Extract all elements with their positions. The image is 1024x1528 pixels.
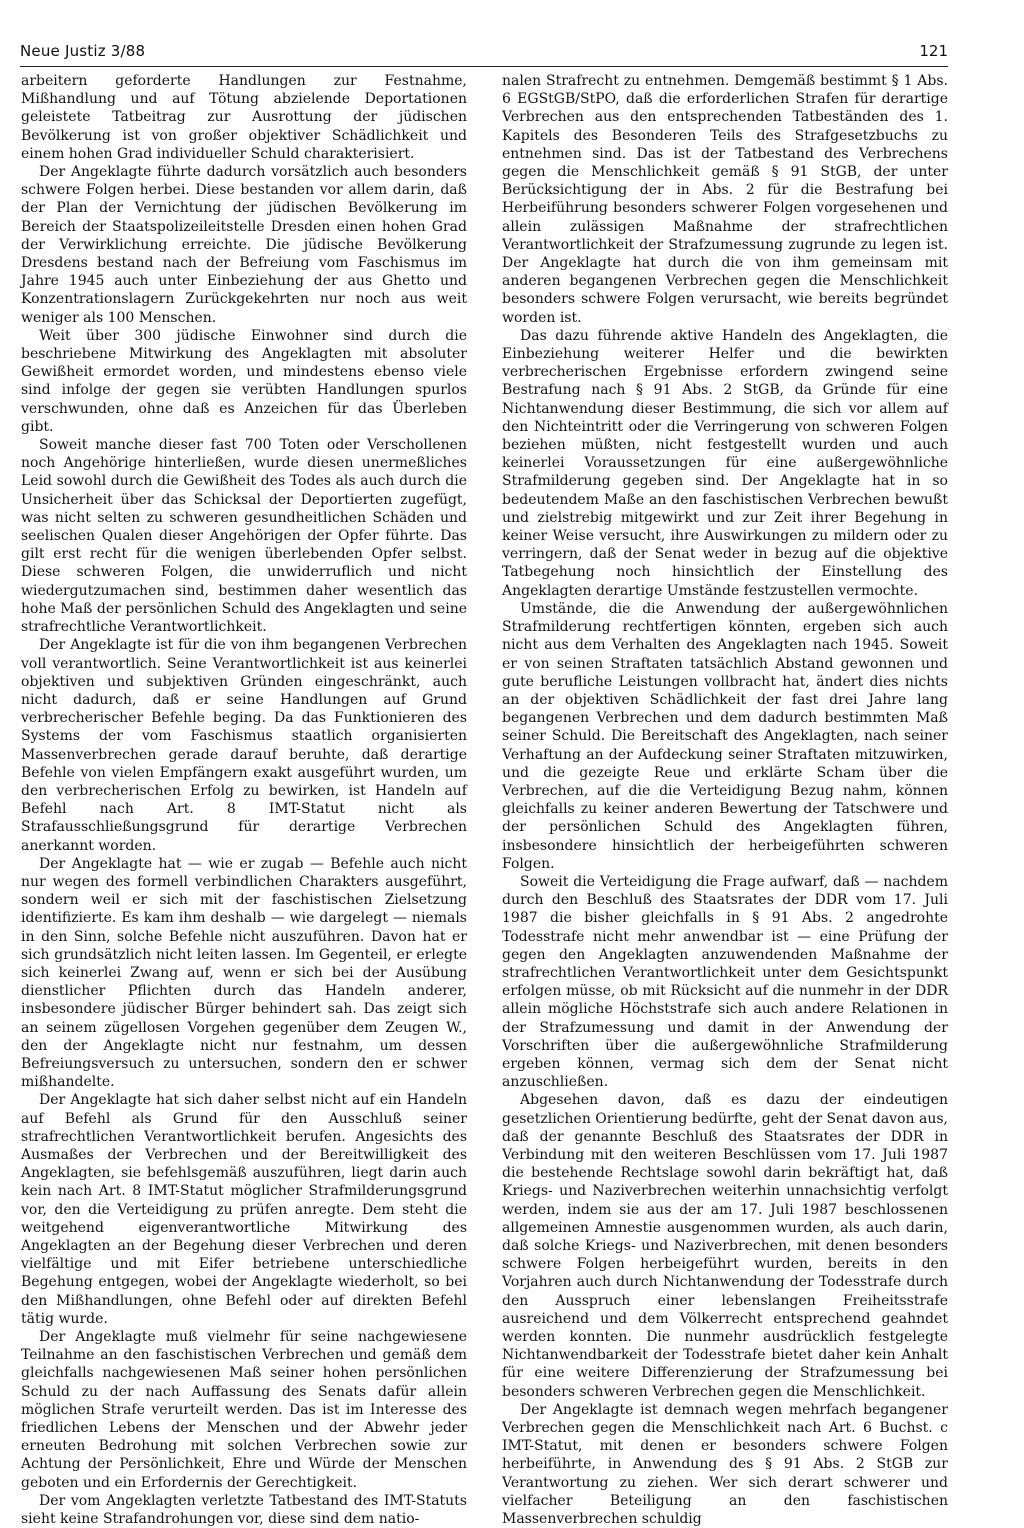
journal-issue-label: Neue Justiz 3/88 xyxy=(20,42,146,60)
paragraph: Das dazu führende aktive Handeln des Angeklagten, die Einbeziehung weiterer Helfer und die bewirkten verbrecherischen Ergebnisse erfordern zwingend seine Bestrafung nach § 91 Abs. 2 StGB, da Gründe für eine Nichtanwendung dieser Bestimmung, die sich vor allem auf den Nichteintritt oder die Verringerung von schweren Folgen beziehen müßten, nicht festgestellt wurden und auch keinerlei Voraussetzungen für eine außergewöhnliche Strafmilderung gegeben sind. Der Angeklagte hat in so bedeutendem Maße an den faschistischen Verbrechen bewußt und zielstrebig mitgewirkt und zur Zeit ihrer Begehung in keiner Weise versucht, ihre Auswirkungen zu mildern oder zu verringern, daß der Senat weder in bezug auf die objektive Tatbegehung noch hinsichtlich der Einstellung des Angeklagten derartige Umstände festzustellen vermochte. xyxy=(502,327,948,599)
paragraph: Der Angeklagte führte dadurch vorsätzlich auch besonders schwere Folgen herbei. Diese bestanden vor allem darin, daß der Plan der Vernichtung der jüdischen Bevölkerung im Bereich der Staatspolizeileitstelle Dresden einen hohen Grad der Verwirklichung erreichte. Die jüdische Bevölkerung Dresdens bestand nach der Befreiung vom Faschismus im Jahre 1945 auch unter Einbeziehung der aus Ghetto und Konzentrationslagern Zurückgekehrten nur noch aus weit weniger als 100 Menschen. xyxy=(21,164,467,326)
paragraph: nalen Strafrecht zu entnehmen. Demgemäß bestimmt § 1 Abs. 6 EGStGB/StPO, daß die erforderlichen Strafen für derartige Verbrechen aus den entsprechenden Tatbeständen des 1. Kapitels des Besonderen Teils des Strafgesetzbuchs zu entnehmen sind. Das ist der Tatbestand des Verbrechens gegen die Menschlichkeit gemäß § 91 StGB, der unter Berücksichtigung der in Abs. 2 für die Bestrafung bei Herbeiführung besonders schwerer Folgen vorgesehenen und allein zulässigen Maßnahme der strafrechtlichen Verantwortlichkeit der Strafzumessung zugrunde zu legen ist. Der Angeklagte hat durch die von ihm gemeinsam mit anderen begangenen Verbrechen gegen die Menschlichkeit besonders schwere Folgen verursacht, wie bereits begründet worden ist. xyxy=(502,73,948,326)
page-header xyxy=(20,40,948,67)
paragraph: Umstände, die die Anwendung der außergewöhnlichen Strafmilderung rechtfertigen könnten, ergeben sich auch nicht aus dem Verhalten des Angeklagten nach 1945. Soweit er von seinen Straftaten tatsächlich Abstand gewonnen und gute berufliche Leistungen vollbracht hat, ändert dies nichts an der objektiven Schädlichkeit der fast drei Jahre lang begangenen Verbrechen und dem dadurch bestimmten Maß seiner Schuld. Die Bereitschaft des Angeklagten, nach seiner Verhaftung an der Aufdeckung seiner Straftaten mitzuwirken, und die gezeigte Reue und erklärte Scham über die Verbrechen, auf die die Verteidigung Bezug nahm, können gleichfalls zu keiner anderen Bewertung der Tatschwere und der persönlichen Schuld des Angeklagten führen, insbesondere hinsichtlich der herbeigeführten schweren Folgen. xyxy=(502,600,948,872)
right-column xyxy=(502,72,948,1528)
paragraph: arbeitern geforderte Handlungen zur Festnahme, Mißhandlung und auf Tötung abzielende Deportationen geleistete Tatbeitrag zur Ausrottung der jüdischen Bevölkerung ist von großer objektiver Schädlichkeit und einem hohen Grad individueller Schuld charakterisiert. xyxy=(21,73,467,162)
paragraph: Soweit die Verteidigung die Frage aufwarf, daß — nachdem durch den Beschluß des Staatsrates der DDR vom 17. Juli 1987 die bisher gleichfalls in § 91 Abs. 2 angedrohte Todesstrafe nicht mehr anwendbar ist — eine Prüfung der gegen den Angeklagten anzuwendenden Maßnahme der strafrechtlichen Verantwortlichkeit unter dem Gesichtspunkt erfolgen müsse, ob mit Rücksicht auf die nunmehr in der DDR allein mögliche Höchststrafe sich auch andere Relationen in der Strafzumessung und damit in der Anwendung der Vorschriften über die außergewöhnliche Strafmilderung ergeben können, vermag sich dem der Senat nicht anzuschließen. xyxy=(502,873,948,1091)
paragraph: Der vom Angeklagten verletzte Tatbestand des IMT-Statuts sieht keine Strafandrohungen vor, diese sind dem natio- xyxy=(21,1492,467,1528)
paragraph: Der Angeklagte muß vielmehr für seine nachgewiesene Teilnahme an den faschistischen Verbrechen und gemäß dem gleichfalls nachgewiesenen Maß seiner hohen persönlichen Schuld zu der nach Auffassung des Senats dafür allein möglichen Strafe verurteilt werden. Das ist im Interesse des friedlichen Lebens der Menschen und der Abwehr jeder erneuten Bedrohung mit solchen Verbrechen sowie zur Achtung der Persönlichkeit, Ehre und Würde der Menschen geboten und ein Erfordernis der Gerechtigkeit. xyxy=(21,1329,467,1491)
paragraph: Der Angeklagte ist für die von ihm begangenen Verbrechen voll verantwortlich. Seine Verantwortlichkeit ist aus keinerlei objektiven und subjektiven Gründen eingeschränkt, auch nicht dadurch, daß er seine Handlungen auf Grund verbrecherischer Befehle beging. Da das Funktionieren des Systems der vom Faschismus staatlich organisierten Massenverbrechen gerade darauf beruhte, daß derartige Befehle von vielen Empfängern exakt ausgeführt wurden, um den verbrecherischen Erfolg zu bewirken, ist Handeln auf Befehl nach Art. 8 IMT-Statut nicht als Strafausschließungsgrund für derartige Verbrechen anerkannt worden. xyxy=(21,637,467,854)
paragraph: Der Angeklagte hat — wie er zugab — Befehle auch nicht nur wegen des formell verbindlichen Charakters ausgeführt, sondern weil er sich mit der faschistischen Zielsetzung identifizierte. Es kam ihm deshalb — wie dargelegt — niemals in den Sinn, solche Befehle nicht auszuführen. Davon hat er sich grundsätzlich nicht leiten lassen. Im Gegenteil, er erlegte sich keinerlei Zwang auf, wenn er sich bei der Ausübung dienstlicher Pflichten durch das Handeln anderer, insbesondere jüdischer Bürger behindert sah. Das zeigt sich an seinem zügellosen Vorgehen gegenüber dem Zeugen W., den der Angeklagte nicht nur festnahm, um dessen Befreiungsversuch zu untersuchen, sondern den er schwer mißhandelte. xyxy=(21,855,467,1091)
paragraph: Abgesehen davon, daß es dazu der eindeutigen gesetzlichen Orientierung bedürfte, geht der Senat davon aus, daß der genannte Beschluß des Staatsrates der DDR in Verbindung mit den weiteren Beschlüssen vom 17. Juli 1987 die bestehende Rechtslage sowohl darin bekräftigt hat, daß Kriegs- und Naziverbrechen weiterhin unnachsichtig verfolgt werden, indem sie aus der am 17. Juli 1987 beschlossenen allgemeinen Amnestie ausgenommen wurden, als auch darin, daß solche Kriegs- und Naziverbrechen, mit denen besonders schwere Folgen herbeigeführt wurden, bereits in den Vorjahren auch durch Nichtanwendung der Todesstrafe durch den Ausspruch einer lebenslangen Freiheitsstrafe ausreichend und dem Völkerrecht entsprechend geahndet werden konnten. Die nunmehr ausdrücklich festgelegte Nichtanwendbarkeit der Todesstrafe bietet daher kein Anhalt für eine weitere Differenzierung der Strafzumessung bei besonders schweren Verbrechen gegen die Menschlichkeit. xyxy=(502,1092,948,1400)
left-column xyxy=(21,72,467,1528)
paragraph: Der Angeklagte ist demnach wegen mehrfach begangener Verbrechen gegen die Menschlichkeit nach Art. 6 Buchst. c IMT-Statut, mit denen er besonders schwere Folgen herbeiführte, in Anwendung des § 91 Abs. 2 StGB zur Verantwortung zu ziehen. Wer sich derart schwerer und vielfacher Beteiligung an den faschistischen Massenverbrechen schuldig xyxy=(502,1401,948,1528)
paragraph: Weit über 300 jüdische Einwohner sind durch die beschriebene Mitwirkung des Angeklagten mit absoluter Gewißheit ermordet worden, und mindestens ebenso viele sind infolge der gegen sie verübten Handlungen spurlos verschwunden, ohne daß es Anzeichen für das Überleben gibt. xyxy=(21,327,467,435)
page-number: 121 xyxy=(919,42,948,60)
paragraph: Soweit manche dieser fast 700 Toten oder Verschollenen noch Angehörige hinterließen, wurde diesen unermeßliches Leid sowohl durch die Gewißheit des Todes als auch durch die Unsicherheit über das Schicksal der Deportierten zugefügt, was nicht selten zu schweren gesundheitlichen Schäden und seelischen Qualen dieser Angehörigen der Opfer führte. Das gilt erst recht für die wenigen überlebenden Opfer selbst. Diese schweren Folgen, die unwiderruflich und nicht wiedergutzumachen sind, bestimmen daher wesentlich das hohe Maß der persönlichen Schuld des Angeklagten und seine strafrechtliche Verantwortlichkeit. xyxy=(21,437,467,636)
paragraph: Der Angeklagte hat sich daher selbst nicht auf ein Handeln auf Befehl als Grund für den Ausschluß seiner strafrechtlichen Verantwortlichkeit berufen. Angesichts des Ausmaßes der Verbrechen und der Bereitwilligkeit des Angeklagten, sie befehlsgemäß auszuführen, liegt darin auch kein nach Art. 8 IMT-Statut möglicher Strafmilderungsgrund vor, den die Verteidigung zu prüfen anregte. Dem steht die weitgehend eigenverantwortliche Mitwirkung des Angeklagten an der Begehung dieser Verbrechen und deren vielfältige und mit Eifer betriebene unterschiedliche Begehung entgegen, wobei der Angeklagte wiederholt, so bei den Mißhandlungen, ohne Befehl oder auf direkten Befehl tätig wurde. xyxy=(21,1092,467,1327)
